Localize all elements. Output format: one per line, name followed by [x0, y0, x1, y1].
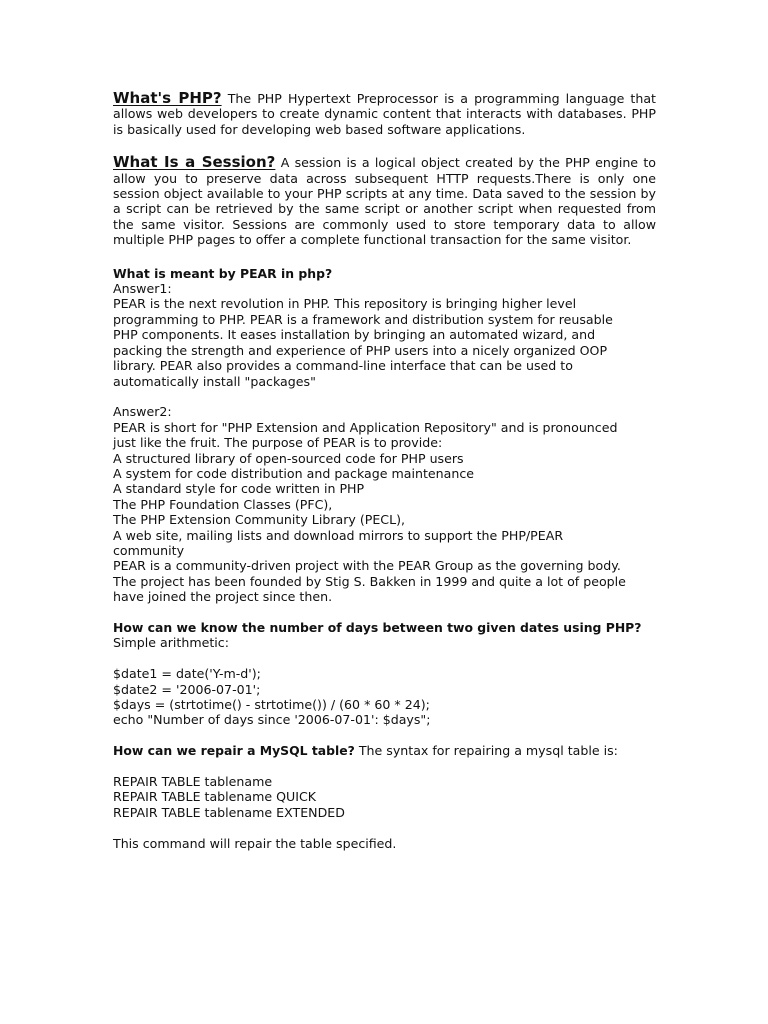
text-line: A system for code distribution and package maintenance: [113, 465, 474, 481]
text-line: PHP components. It eases installation by bringing an automated wizard, and: [113, 327, 596, 343]
days-question: How can we know the number of days between two given dates using PHP?: [113, 619, 642, 635]
session-body: A session is a logical object created by the PHP engine to allow you to preserve data across subsequent HTTP requests.There is only one session object available to your PHP scripts at any time. Data saved to the session by a script can be retrieved by the same script or another script when requested from the same visitor. Sessions are commonly used to store temporary data to allow multiple PHP pages to offer a complete functional transaction for the same visitor.: [113, 155, 656, 248]
text-line: The PHP Extension Community Library (PECL),: [113, 512, 406, 528]
code-line: $date1 = date('Y-m-d');: [113, 666, 261, 682]
text-line: community: [113, 542, 185, 558]
mysql-commands: [113, 774, 656, 820]
text-line: A structured library of open-sourced code for PHP users: [113, 450, 464, 466]
text-line: PEAR is the next revolution in PHP. This repository is bringing higher level: [113, 296, 577, 312]
spacer: [113, 651, 656, 666]
text-line: PEAR is a community-driven project with the PEAR Group as the governing body.: [113, 558, 621, 574]
session-heading: What Is a Session?: [113, 153, 276, 172]
code-line: $date2 = '2006-07-01';: [113, 681, 261, 697]
text-line: programming to PHP. PEAR is a framework and distribution system for reusable: [113, 311, 613, 327]
spacer: [113, 759, 656, 774]
pear-answer2: [113, 420, 656, 605]
text-line: A standard style for code written in PHP: [113, 481, 365, 497]
mysql-closing: This command will repair the table specified.: [113, 835, 397, 851]
text-line: packing the strength and experience of PHP users into a nicely organized OOP: [113, 342, 608, 358]
command-line: REPAIR TABLE tablename QUICK: [113, 789, 317, 805]
text-line: A web site, mailing lists and download mirrors to support the PHP/PEAR: [113, 527, 564, 543]
code-line: $days = (strtotime() - strtotime()) / (60 * 60 * 24);: [113, 696, 430, 712]
mysql-question: How can we repair a MySQL table?: [113, 743, 355, 759]
text-line: The PHP Foundation Classes (PFC),: [113, 496, 333, 512]
spacer: [113, 389, 656, 404]
pear-answer2-label: Answer2:: [113, 404, 172, 420]
pear-question: What is meant by PEAR in php?: [113, 265, 333, 281]
days-code: [113, 666, 656, 728]
php-body: The PHP Hypertext Preprocessor is a programming language that allows web developers to create dynamic content that interacts with databases. PHP is basically used for developing web based software applications.: [113, 91, 656, 137]
session-paragraph: [113, 155, 656, 247]
spacer: [113, 728, 656, 743]
text-line: just like the fruit. The purpose of PEAR is to provide:: [113, 435, 443, 451]
php-paragraph: [113, 91, 656, 137]
command-line: REPAIR TABLE tablename: [113, 773, 273, 789]
command-line: REPAIR TABLE tablename EXTENDED: [113, 804, 345, 820]
code-line: echo "Number of days since '2006-07-01': $days";: [113, 712, 431, 728]
days-intro: Simple arithmetic:: [113, 635, 229, 651]
document-page: [113, 91, 656, 851]
pear-answer1: [113, 296, 656, 388]
spacer: [113, 248, 656, 266]
text-line: library. PEAR also provides a command-line interface that can be used to: [113, 358, 573, 374]
spacer: [113, 605, 656, 620]
mysql-paragraph: [113, 743, 656, 758]
php-heading: What's PHP?: [113, 89, 222, 107]
spacer: [113, 820, 656, 835]
mysql-question-tail: The syntax for repairing a mysql table is:: [358, 743, 618, 759]
text-line: have joined the project since then.: [113, 589, 333, 605]
pear-answer1-label: Answer1:: [113, 281, 172, 297]
text-line: automatically install "packages": [113, 373, 316, 389]
text-line: PEAR is short for "PHP Extension and Application Repository" and is pronounced: [113, 419, 618, 435]
text-line: The project has been founded by Stig S. Bakken in 1999 and quite a lot of people: [113, 573, 626, 589]
